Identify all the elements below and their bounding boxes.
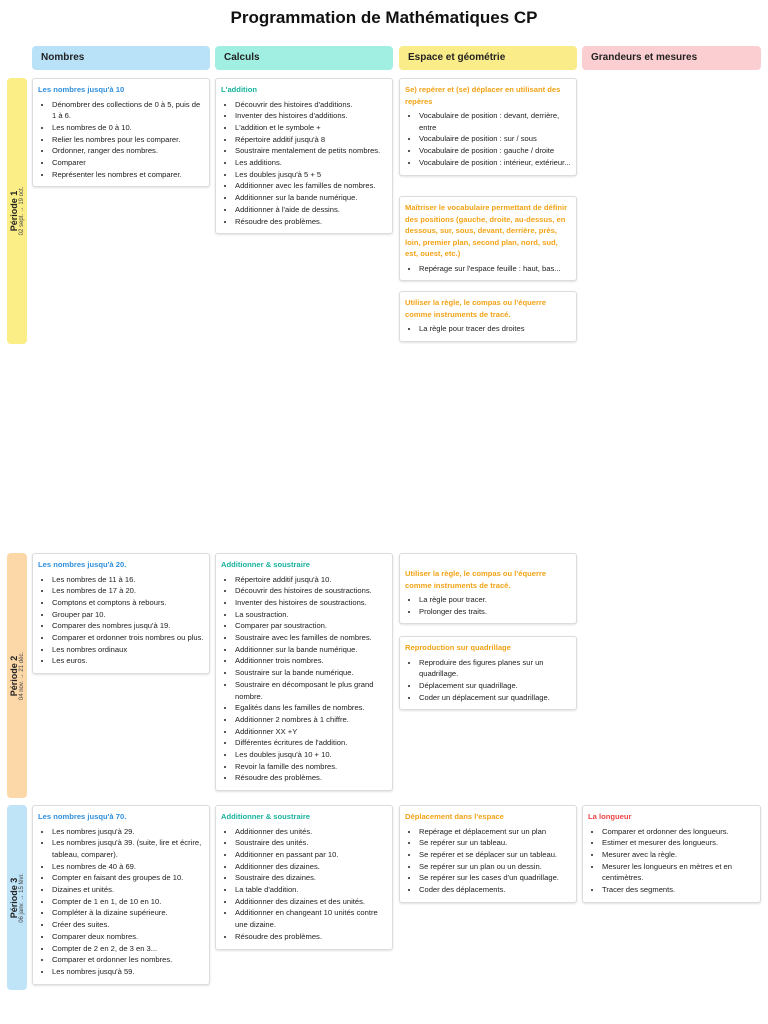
card-title: Les nombres jusqu'à 20. [38, 560, 127, 569]
period-3-band [7, 805, 27, 990]
list-item: • Les nombres de 11 à 16. [52, 574, 204, 586]
list-item: • La règle pour tracer des droites [419, 323, 571, 335]
card-p2-calculs [215, 553, 393, 791]
list-item: • La table d'addition. [235, 884, 387, 896]
list-item: • Dénombrer des collections de 0 à 5, puis de 1 à 6. [52, 99, 204, 122]
list-item: • Additionner XX +Y [235, 726, 387, 738]
card-title: L'addition [221, 85, 257, 94]
card-p3-calculs [215, 805, 393, 950]
list-item: • Grouper par 10. [52, 609, 204, 621]
list-item: • Dizaines et unités. [52, 884, 204, 896]
list-item: • Résoudre des problèmes. [235, 772, 387, 784]
list-item: • Compléter à la dizaine supérieure. [52, 907, 204, 919]
list-item: • La soustraction. [235, 609, 387, 621]
card-title: Utiliser la règle, le compas ou l'équerre comme instruments de tracé. [405, 298, 547, 319]
list-item: • Comparer et ordonner les nombres. [52, 954, 204, 966]
list-item: • Comparer des nombres jusqu'à 19. [52, 620, 204, 632]
list-item: • Se repérer sur un plan ou un dessin. [419, 861, 571, 873]
period-1-band [7, 78, 27, 344]
list-item: • Les nombres de 17 à 20. [52, 585, 204, 597]
card-p3-espace-deplacement [399, 805, 577, 903]
list-item: • Revoir la famille des nombres. [235, 761, 387, 773]
period-1-name: Période 1 [9, 190, 19, 232]
list-item: • Repérage sur l'espace feuille : haut, bas... [419, 263, 571, 275]
list-item: • Les nombres ordinaux [52, 644, 204, 656]
list-item: • Additionner en changeant 10 unités contre une dizaine. [235, 907, 387, 930]
card-title: La longueur [588, 812, 632, 821]
card-title: Maîtriser le vocabulaire permettant de définir des positions (gauche, droite, au-dessus, en dessous, sur, sous, devant, derrière, près, loin, premier plan, second plan, nord, sud, est, ouest, etc.) [405, 203, 568, 258]
period-2-name: Période 2 [9, 655, 19, 696]
card-list [405, 323, 571, 335]
list-item: • Différentes écritures de l'addition. [235, 737, 387, 749]
list-item: • Coder des déplacements. [419, 884, 571, 896]
card-list [405, 657, 571, 704]
list-item: • Reproduire des figures planes sur un quadrillage. [419, 657, 571, 680]
list-item: • Soustraire sur la bande numérique. [235, 667, 387, 679]
card-title: Additionner & soustraire [221, 812, 311, 821]
card-title: Se) repérer et (se) déplacer en utilisant des repères [405, 85, 561, 106]
column-header-calculs: Calculs [215, 46, 393, 70]
list-item: • Soustraire mentalement de petits nombres. [235, 145, 387, 157]
list-item: • Comparer deux nombres. [52, 931, 204, 943]
list-item: • Soustraire avec les familles de nombres. [235, 632, 387, 644]
card-title: Utiliser la règle, le compas ou l'équerre comme instruments de tracé. [405, 569, 547, 590]
list-item: • Relier les nombres pour les comparer. [52, 134, 204, 146]
list-item: • Additionner sur la bande numérique. [235, 192, 387, 204]
list-item: • Repérage et déplacement sur un plan [419, 826, 571, 838]
list-item: • Comparer et ordonner des longueurs. [602, 826, 755, 838]
list-item: • Estimer et mesurer des longueurs. [602, 837, 755, 849]
list-item: • Additionner à l'aide de dessins. [235, 204, 387, 216]
list-item: • Coder un déplacement sur quadrillage. [419, 692, 571, 704]
card-p1-nombres [32, 78, 210, 187]
list-item: • Inventer des histoires de soustractions. [235, 597, 387, 609]
list-item: • Répertoire additif jusqu'à 10. [235, 574, 387, 586]
list-item: • Additionner des dizaines et des unités. [235, 896, 387, 908]
list-item: • Se repérer et se déplacer sur un tableau. [419, 849, 571, 861]
card-title: Reproduction sur quadrillage [405, 643, 511, 652]
list-item: • Additionner des unités. [235, 826, 387, 838]
card-p1-calculs [215, 78, 393, 234]
period-1-dates: 02 sept. → 19 oct. [19, 186, 25, 236]
list-item: • Les doubles jusqu'à 10 + 10. [235, 749, 387, 761]
list-item: • Comparer par soustraction. [235, 620, 387, 632]
list-item: • Résoudre des problèmes. [235, 931, 387, 943]
list-item: • Déplacement sur quadrillage. [419, 680, 571, 692]
list-item: • Comparer et ordonner trois nombres ou plus. [52, 632, 204, 644]
list-item: • Les doubles jusqu'à 5 + 5 [235, 169, 387, 181]
card-p2-espace-quadrillage [399, 636, 577, 710]
list-item: • Les euros. [52, 655, 204, 667]
card-list [38, 826, 204, 978]
card-p3-nombres [32, 805, 210, 985]
list-item: • Additionner 2 nombres à 1 chiffre. [235, 714, 387, 726]
list-item: • Compter de 1 en 1, de 10 en 10. [52, 896, 204, 908]
list-item: • Additionner trois nombres. [235, 655, 387, 667]
list-item: • Additionner sur la bande numérique. [235, 644, 387, 656]
list-item: • Compter en faisant des groupes de 10. [52, 872, 204, 884]
list-item: • Additionner en passant par 10. [235, 849, 387, 861]
list-item: • Représenter les nombres et comparer. [52, 169, 204, 181]
list-item: • Ordonner, ranger des nombres. [52, 145, 204, 157]
card-title: Les nombres jusqu'à 70. [38, 812, 127, 821]
card-title: Les nombres jusqu'à 10 [38, 85, 125, 94]
card-p2-nombres [32, 553, 210, 674]
list-item: • Résoudre des problèmes. [235, 216, 387, 228]
list-item: • Vocabulaire de position : sur / sous [419, 133, 571, 145]
list-item: • Les additions. [235, 157, 387, 169]
list-item: • Additionner des dizaines. [235, 861, 387, 873]
list-item: • La règle pour tracer. [419, 594, 571, 606]
card-p1-espace-reperes [399, 78, 577, 176]
list-item: • Les nombres de 40 à 69. [52, 861, 204, 873]
page-title: Programmation de Mathématiques CP [230, 8, 538, 27]
list-item: • Comptons et comptons à rebours. [52, 597, 204, 609]
period-3-name: Période 3 [9, 877, 19, 918]
column-header-espace-geometrie: Espace et géométrie [399, 46, 577, 70]
card-list [588, 826, 755, 896]
list-item: • Découvrir des histoires de soustractions. [235, 585, 387, 597]
period-2-dates: 04 nov. → 21 déc. [19, 651, 25, 700]
card-list [38, 574, 204, 668]
list-item: • Vocabulaire de position : gauche / droite [419, 145, 571, 157]
list-item: • Se repérer sur les cases d'un quadrillage. [419, 872, 571, 884]
card-list [38, 99, 204, 181]
card-list [405, 110, 571, 169]
list-item: • Les nombres de 0 à 10. [52, 122, 204, 134]
period-2-band [7, 553, 27, 798]
card-list [405, 263, 571, 275]
list-item: • Vocabulaire de position : devant, derrière, entre [419, 110, 571, 133]
period-3-dates: 06 janv. → 15 févr. [19, 872, 25, 923]
card-p1-espace-instruments [399, 291, 577, 342]
card-list [221, 826, 387, 943]
list-item: • L'addition et le symbole + [235, 122, 387, 134]
list-item: • Tracer des segments. [602, 884, 755, 896]
list-item: • Mesurer avec la règle. [602, 849, 755, 861]
list-item: • Comparer [52, 157, 204, 169]
list-item: • Additionner avec les familles de nombres. [235, 180, 387, 192]
list-item: • Soustraire en décomposant le plus grand nombre. [235, 679, 387, 702]
list-item: • Compter de 2 en 2, de 3 en 3... [52, 943, 204, 955]
card-list [221, 574, 387, 785]
list-item: • Découvrir des histoires d'additions. [235, 99, 387, 111]
card-p3-grandeurs-longueur [582, 805, 761, 903]
list-item: • Créer des suites. [52, 919, 204, 931]
card-list [405, 594, 571, 617]
list-item: • Soustraire des unités. [235, 837, 387, 849]
card-title: Additionner & soustraire [221, 560, 311, 569]
card-title: Déplacement dans l'espace [405, 812, 504, 821]
list-item: • Les nombres jusqu'à 39. (suite, lire et écrire, tableau, comparer). [52, 837, 204, 860]
card-list [405, 826, 571, 896]
list-item: • Egalités dans les familles de nombres. [235, 702, 387, 714]
column-header-grandeurs-mesures: Grandeurs et mesures [582, 46, 761, 70]
list-item: • Inventer des histoires d'additions. [235, 110, 387, 122]
card-list [221, 99, 387, 228]
list-item: • Répertoire additif jusqu'à 8 [235, 134, 387, 146]
column-header-nombres: Nombres [32, 46, 210, 70]
list-item: • Prolonger des traits. [419, 606, 571, 618]
list-item: • Les nombres jusqu'à 59. [52, 966, 204, 978]
card-p2-espace-instruments [399, 553, 577, 624]
list-item: • Vocabulaire de position : intérieur, extérieur... [419, 157, 571, 169]
list-item: • Mesurer les longueurs en mètres et en centimètres. [602, 861, 755, 884]
list-item: • Les nombres jusqu'à 29. [52, 826, 204, 838]
card-p1-espace-vocabulaire [399, 196, 577, 281]
list-item: • Se repérer sur un tableau. [419, 837, 571, 849]
list-item: • Soustraire des dizaines. [235, 872, 387, 884]
